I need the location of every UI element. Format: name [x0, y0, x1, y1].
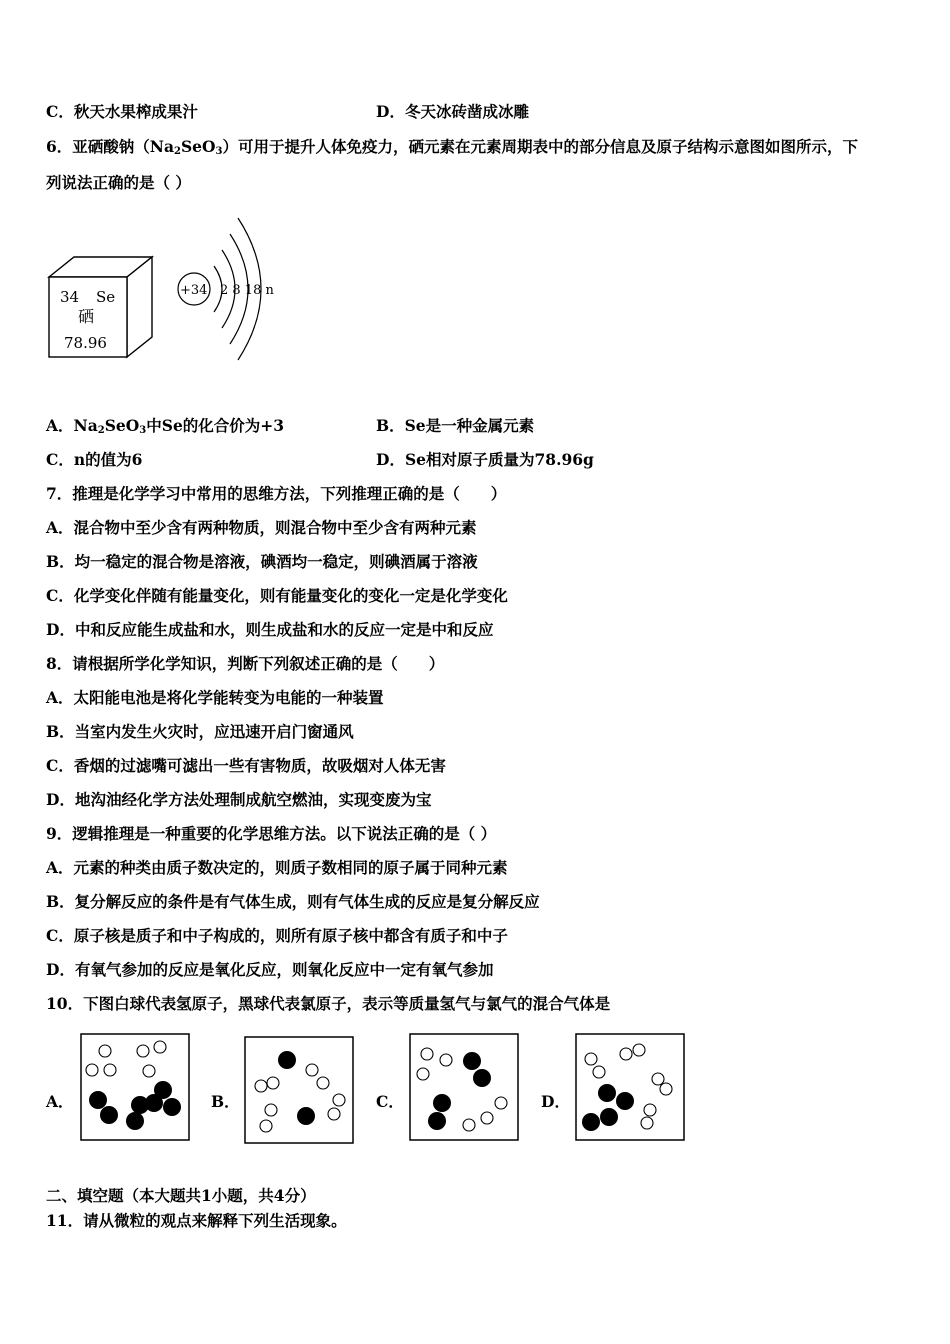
q10-label-d: D． — [541, 1092, 570, 1111]
q8-option-d: D．地沟油经化学方法处理制成航空燃油，实现变废为宝 — [46, 790, 432, 809]
q9-option-d: D．有氧气参加的反应是氧化反应，则氧化反应中一定有氧气参加 — [46, 960, 494, 979]
q6-option-d: D．Se相对原子质量为78.96g — [376, 450, 594, 469]
q10-diagram-b — [244, 1036, 354, 1144]
selenium-figure — [44, 212, 294, 372]
q6-stem-line2: 列说法正确的是（ ） — [46, 173, 191, 192]
q10-diagram-d — [575, 1033, 685, 1141]
q7-stem: 7．推理是化学学习中常用的思维方法，下列推理正确的是（ ） — [46, 484, 507, 503]
q7-option-c: C．化学变化伴随有能量变化，则有能量变化的变化一定是化学变化 — [46, 586, 508, 605]
q8-option-b: B．当室内发生火灾时，应迅速开启门窗通风 — [46, 722, 354, 741]
atom-structure — [178, 218, 274, 360]
q10-diagram-a — [80, 1033, 190, 1141]
q8-option-c: C．香烟的过滤嘴可滤出一些有害物质，故吸烟对人体无害 — [46, 756, 446, 775]
q10-stem: 10．下图白球代表氢原子，黑球代表氯原子，表示等质量氢气与氯气的混合气体是 — [46, 994, 611, 1013]
element-symbol: Se — [96, 288, 116, 306]
element-number: 34 — [60, 288, 80, 306]
q6-stem: 6．亚硒酸钠$(Na_2SeO_3)$可用于提升人体免疫力，硒元素在元素周期表中的部分信息及原子结构示意图如图所示，下 — [46, 137, 859, 157]
q10-label-c: C． — [376, 1092, 404, 1111]
q8-stem: 8．请根据所学化学知识，判断下列叙述正确的是（ ） — [46, 654, 445, 673]
q10-label-a: A． — [46, 1092, 74, 1111]
element-name: 硒 — [78, 307, 95, 326]
q6-option-a: A．$Na_2SeO_3$中Se的化合价为+3 — [46, 416, 285, 436]
q6-option-c: C．n的值为6 — [46, 450, 143, 469]
q9-stem: 9．逻辑推理是一种重要的化学思维方法。以下说法正确的是（ ） — [46, 824, 497, 843]
q5-option-c: C．秋天水果榨成果汁 — [46, 102, 198, 121]
q7-option-b: B．均一稳定的混合物是溶液，碘酒均一稳定，则碘酒属于溶液 — [46, 552, 478, 571]
q5-option-d: D．冬天冰砖凿成冰雕 — [376, 102, 529, 121]
q9-option-a: A．元素的种类由质子数决定的，则质子数相同的原子属于同种元素 — [46, 858, 508, 877]
element-card — [49, 257, 152, 357]
electron-shells: 2 8 18 n — [220, 283, 274, 298]
nucleus-charge: +34 — [180, 283, 208, 298]
element-mass: 78.96 — [64, 334, 107, 352]
q10-diagram-c — [409, 1033, 519, 1141]
q11-stem: 11．请从微粒的观点来解释下列生活现象。 — [46, 1211, 347, 1230]
q9-option-c: C．原子核是质子和中子构成的，则所有原子核中都含有质子和中子 — [46, 926, 508, 945]
q8-option-a: A．太阳能电池是将化学能转变为电能的一种装置 — [46, 688, 384, 707]
q6-option-b: B．Se是一种金属元素 — [376, 416, 535, 435]
q7-option-a: A．混合物中至少含有两种物质，则混合物中至少含有两种元素 — [46, 518, 477, 537]
q9-option-b: B．复分解反应的条件是有气体生成，则有气体生成的反应是复分解反应 — [46, 892, 540, 911]
q10-label-b: B． — [211, 1092, 240, 1111]
q7-option-d: D．中和反应能生成盐和水，则生成盐和水的反应一定是中和反应 — [46, 620, 494, 639]
section2-heading: 二、填空题（本大题共1小题，共4分） — [46, 1186, 316, 1205]
